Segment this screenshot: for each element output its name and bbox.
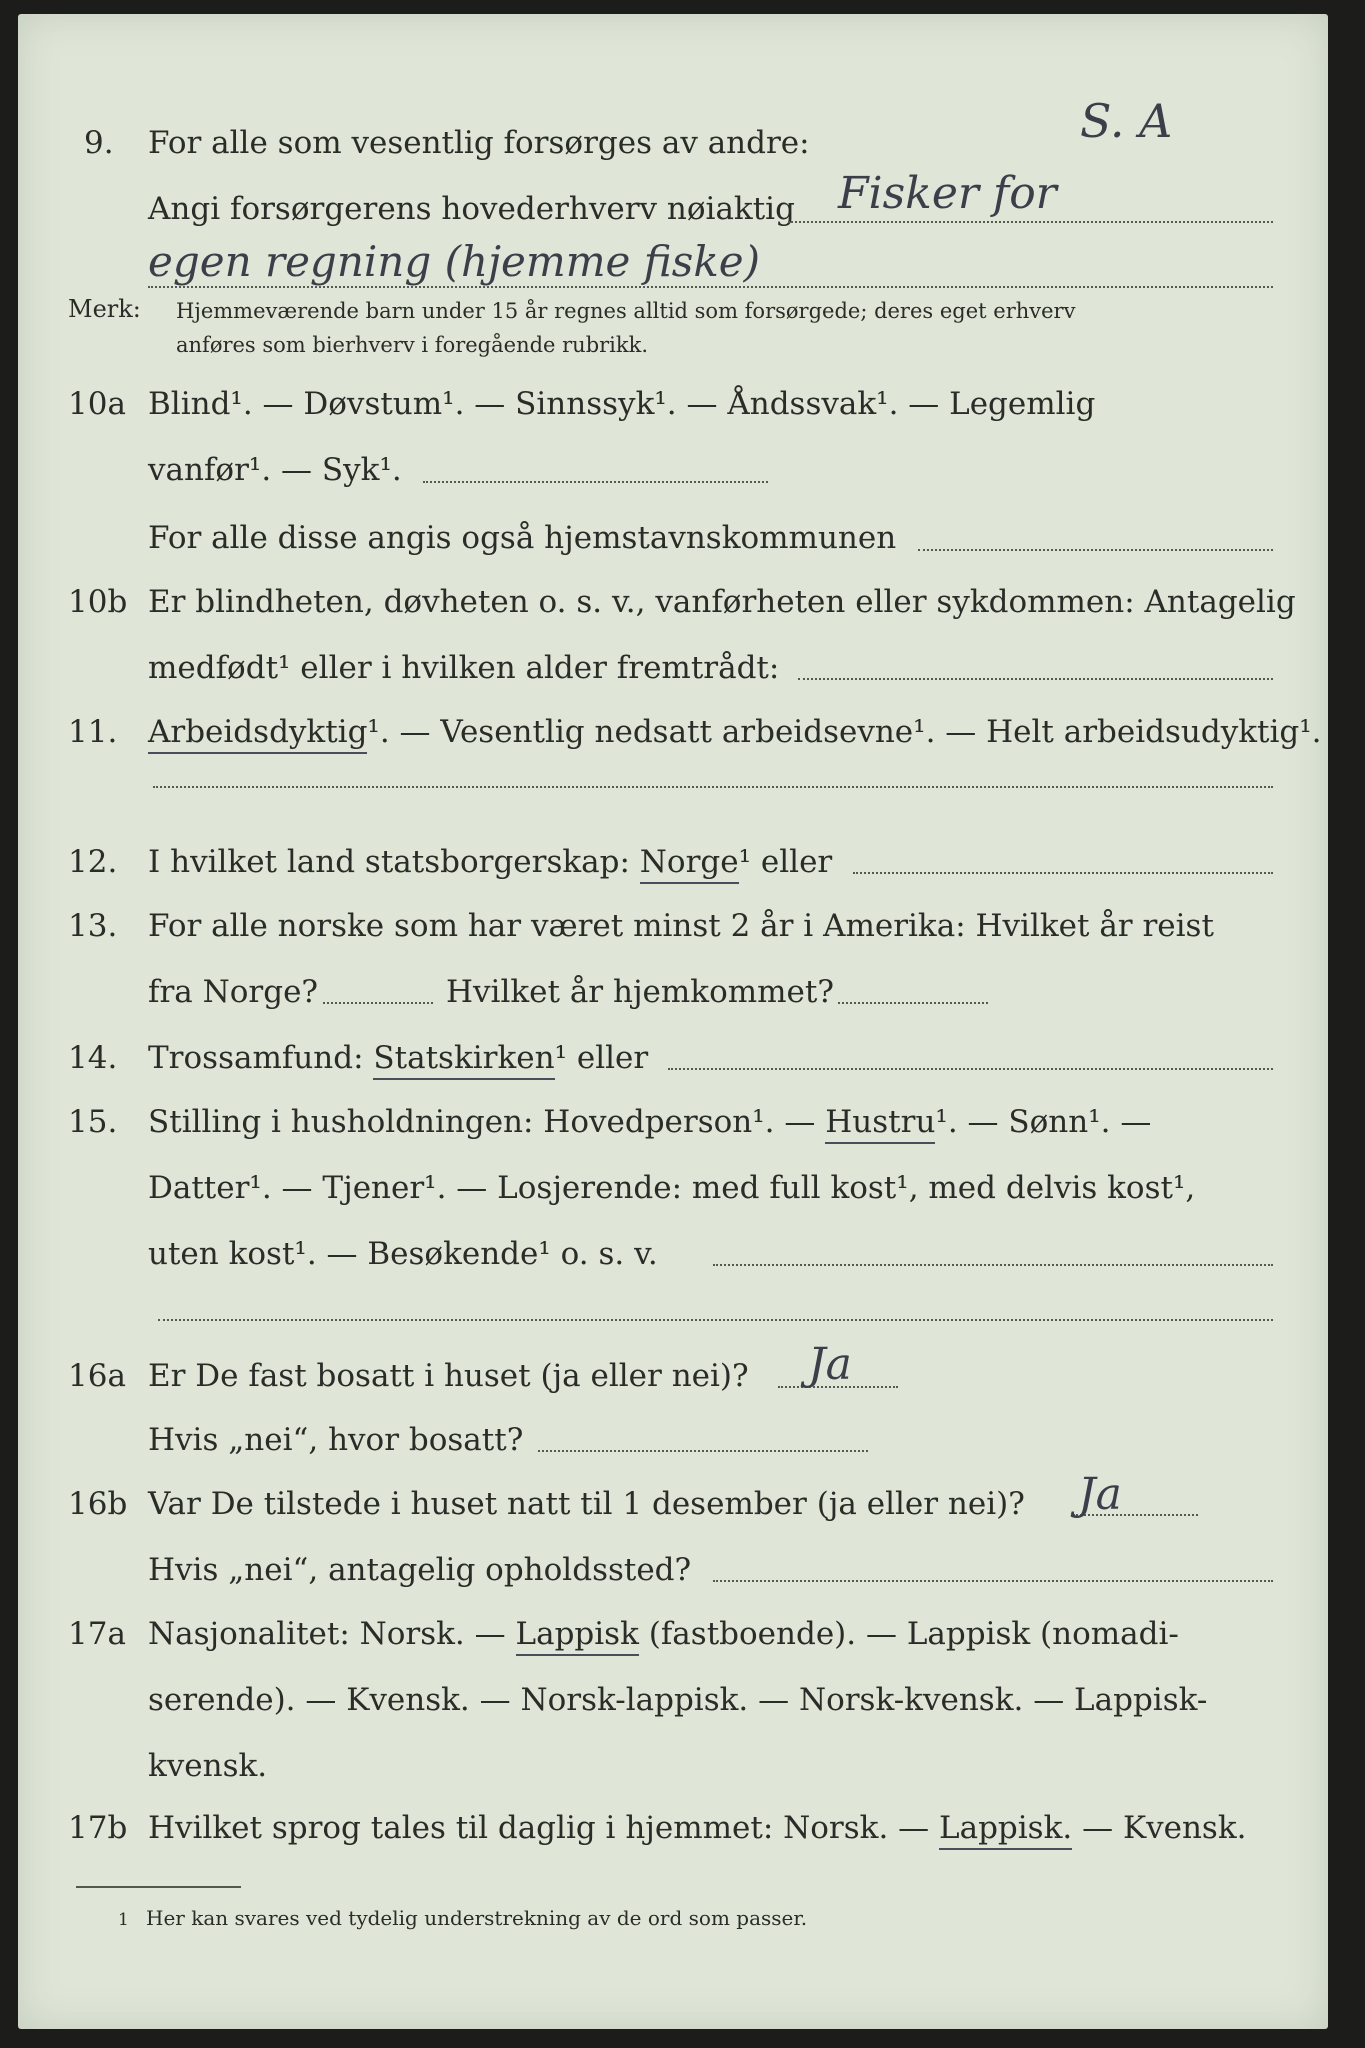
q16a-line1: Er De fast bosatt i huset (ja eller nei)? bbox=[148, 1358, 749, 1394]
item-number-16a: 16a bbox=[68, 1358, 126, 1394]
q17a-line1b: (fastboende). — Lappisk (nomadi- bbox=[648, 1616, 1179, 1652]
q9-answer-line-1 bbox=[788, 221, 1273, 223]
q13-line2a: fra Norge? bbox=[148, 974, 319, 1010]
q10a-line3: For alle disse angis også hjemstavnskommunen bbox=[148, 520, 897, 556]
q9-line1: For alle som vesentlig forsørges av andre: bbox=[148, 125, 810, 161]
item-number-10a: 10a bbox=[68, 386, 126, 422]
q11-answer-line bbox=[153, 786, 1273, 788]
q12-line bbox=[148, 844, 832, 880]
q10a-line2: vanfør¹. — Syk¹. bbox=[148, 452, 402, 488]
q13-line1: For alle norske som har været minst 2 år i Amerika: Hvilket år reist bbox=[148, 908, 1214, 944]
q17a-line3: kvensk. bbox=[148, 1748, 268, 1784]
q15-line1a: Stilling i husholdningen: Hovedperson¹. — bbox=[148, 1104, 816, 1140]
q16a-line2: Hvis „nei“, hvor bosatt? bbox=[148, 1422, 524, 1458]
q15-line1 bbox=[148, 1104, 1151, 1140]
item-number-14: 14. bbox=[68, 1040, 118, 1076]
q10b-line2: medfødt¹ eller i hvilken alder fremtrådt: bbox=[148, 650, 780, 686]
item-number-15: 15. bbox=[68, 1104, 118, 1140]
q13-answer-line-1 bbox=[323, 1002, 433, 1004]
q15-answer-line-2 bbox=[158, 1319, 1273, 1321]
q11-line bbox=[148, 714, 1322, 750]
q16b-line1: Var De tilstede i huset natt til 1 desember (ja eller nei)? bbox=[148, 1486, 1025, 1522]
footnote-rule bbox=[76, 1886, 241, 1888]
q17b-line bbox=[148, 1810, 1246, 1846]
q9-handwritten-answer-1: Fisker for bbox=[838, 168, 1057, 219]
q11-rest: ¹. — Vesentlig nedsatt arbeidsevne¹. — Helt arbeidsudyktig¹. bbox=[367, 714, 1322, 750]
q10a-answer-line-1 bbox=[423, 481, 768, 483]
footnote-text: Her kan svares ved tydelig understrekning av de ord som passer. bbox=[146, 1906, 808, 1930]
item-number-9: 9. bbox=[84, 125, 114, 161]
q14-line bbox=[148, 1040, 648, 1076]
item-number-10b: 10b bbox=[68, 584, 128, 620]
q17a-line1a: Nasjonalitet: Norsk. — bbox=[148, 1616, 506, 1652]
q14-answer-line bbox=[668, 1068, 1273, 1070]
footnote-mark: 1 bbox=[118, 1910, 129, 1930]
q10a-line1: Blind¹. — Døvstum¹. — Sinnssyk¹. — Åndssvak¹. — Legemlig bbox=[148, 386, 1096, 422]
q14-question: Trossamfund: bbox=[148, 1040, 364, 1076]
q16b-line2: Hvis „nei“, antagelig opholdssted? bbox=[148, 1552, 692, 1588]
q12-answer-line bbox=[853, 872, 1273, 874]
item-number-11: 11. bbox=[68, 714, 118, 750]
q16a-answer-line-2 bbox=[538, 1450, 868, 1452]
note-line2: anføres som bierhverv i foregående rubrikk. bbox=[176, 333, 649, 357]
handwritten-stamp: S. A bbox=[1080, 94, 1173, 148]
q10b-answer-line bbox=[798, 678, 1273, 680]
census-form-page bbox=[18, 14, 1328, 2029]
q9-line2: Angi forsørgerens hovederhverv nøiaktig bbox=[148, 191, 795, 227]
item-number-12: 12. bbox=[68, 844, 118, 880]
q16b-answer-line-2 bbox=[713, 1580, 1273, 1582]
q9-handwritten-answer-2: egen regning (hjemme fiske) bbox=[148, 237, 761, 286]
q14-after: ¹ eller bbox=[554, 1040, 649, 1076]
q15-line3: uten kost¹. — Besøkende¹ o. s. v. bbox=[148, 1236, 658, 1272]
q12-question: I hvilket land statsborgerskap: bbox=[148, 844, 630, 880]
q15-line2: Datter¹. — Tjener¹. — Losjerende: med full kost¹, med delvis kost¹, bbox=[148, 1170, 1196, 1206]
q11-option-arbeidsdyktig: Arbeidsdyktig bbox=[148, 714, 367, 754]
q15-option-hustru: Hustru bbox=[825, 1104, 935, 1144]
q15-line1b: ¹. — Sønn¹. — bbox=[935, 1104, 1152, 1140]
item-number-17b: 17b bbox=[68, 1810, 128, 1846]
q16b-handwritten-answer: Ja bbox=[1078, 1469, 1122, 1520]
q17a-line1 bbox=[148, 1616, 1179, 1652]
q16a-handwritten-answer: Ja bbox=[808, 1339, 852, 1390]
item-number-17a: 17a bbox=[68, 1616, 126, 1652]
q10b-line1: Er blindheten, døvheten o. s. v., vanførheten eller sykdommen: Antagelig bbox=[148, 584, 1296, 620]
q9-answer-line-2 bbox=[148, 286, 1273, 288]
q10a-answer-line-2 bbox=[918, 549, 1273, 551]
q17b-after: — Kvensk. bbox=[1082, 1810, 1247, 1846]
q12-option-norge: Norge bbox=[640, 844, 739, 884]
q17b-question: Hvilket sprog tales til daglig i hjemmet: Norsk. — bbox=[148, 1810, 930, 1846]
q17a-option-lappisk: Lappisk bbox=[516, 1616, 639, 1656]
item-number-13: 13. bbox=[68, 908, 118, 944]
q17b-option-lappisk: Lappisk. bbox=[939, 1810, 1072, 1850]
item-number-16b: 16b bbox=[68, 1486, 128, 1522]
q14-option-statskirken: Statskirken bbox=[373, 1040, 554, 1080]
q13-answer-line-2 bbox=[838, 1002, 988, 1004]
note-line1: Hjemmeværende barn under 15 år regnes alltid som forsørgede; deres eget erhverv bbox=[176, 299, 1076, 323]
q17a-line2: serende). — Kvensk. — Norsk-lappisk. — Norsk-kvensk. — Lappisk- bbox=[148, 1682, 1208, 1718]
q12-after: ¹ eller bbox=[738, 844, 833, 880]
q15-answer-line-1 bbox=[713, 1264, 1273, 1266]
note-label: Merk: bbox=[68, 295, 141, 323]
q13-line2b: Hvilket år hjemkommet? bbox=[446, 974, 834, 1010]
